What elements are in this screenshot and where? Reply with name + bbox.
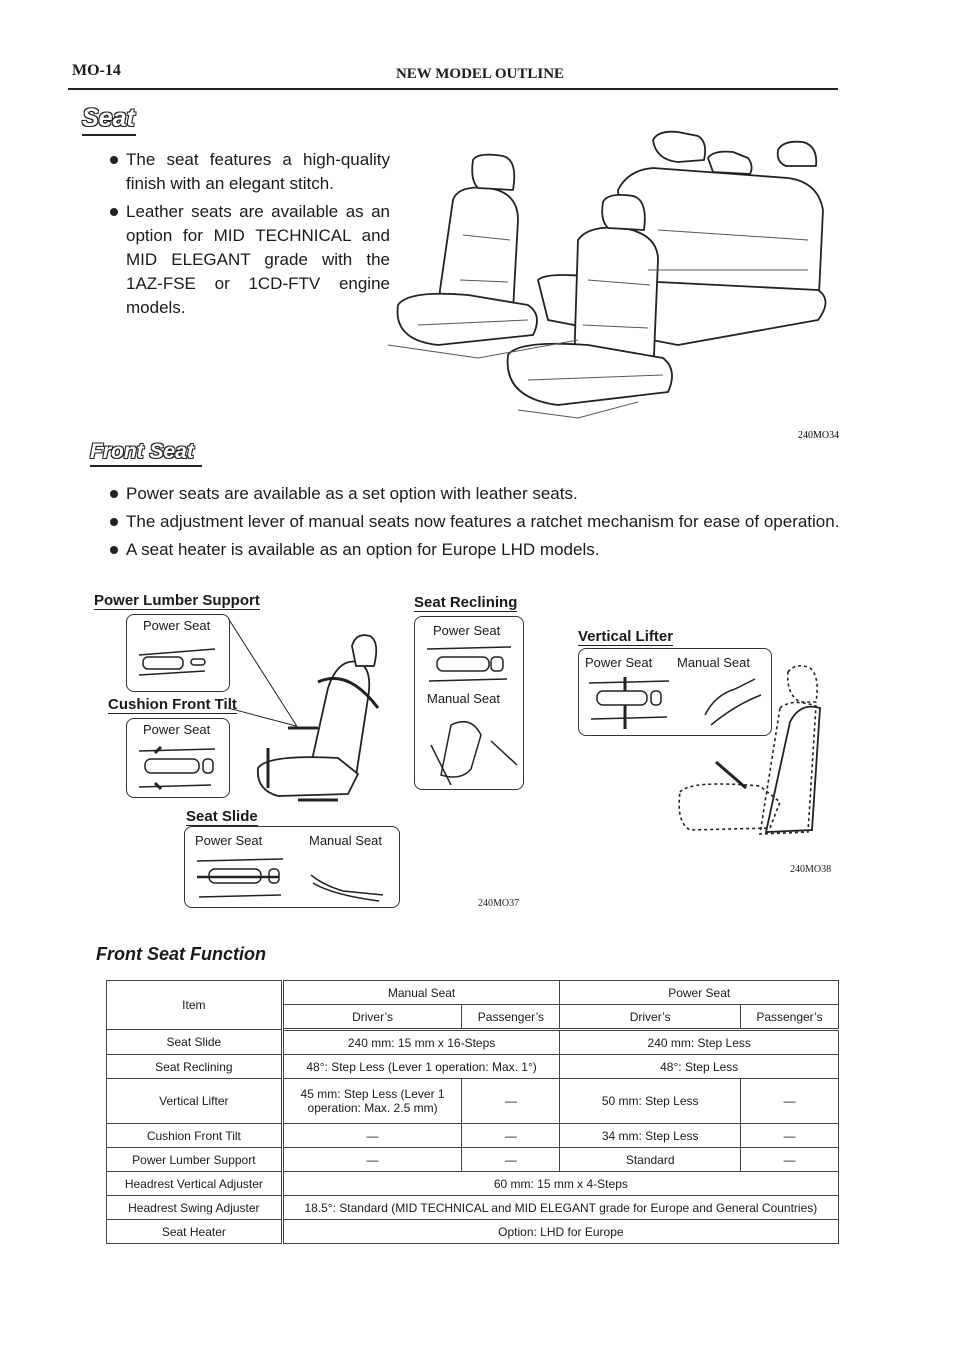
seat-bullet-2: Leather seats are available as an option for MID TECHNICAL and MID ELEGANT grade with the 1AZ-FSE or 1CD-FTV engine models. [108, 200, 390, 320]
row-power: 240 mm: Step Less [560, 1030, 839, 1055]
slide-controls-icon [193, 855, 393, 903]
page-code: MO-14 [72, 62, 121, 79]
col-item-header: Item [107, 981, 283, 1030]
seat-reclining-manual-label: Manual Seat [427, 691, 500, 706]
row-power-passenger: — [740, 1079, 838, 1124]
row-power-driver: 34 mm: Step Less [560, 1124, 740, 1148]
table-row [107, 1148, 839, 1172]
seat-reclining-box [414, 616, 524, 790]
seat-heading-underline [82, 134, 136, 136]
row-all: 60 mm: 15 mm x 4-Steps [282, 1172, 838, 1196]
diagram-code-right: 240MO38 [790, 864, 832, 875]
function-table-heading: Front Seat Function [96, 944, 266, 964]
row-manual-passenger: — [462, 1148, 560, 1172]
row-manual: 240 mm: 15 mm x 16-Steps [282, 1030, 560, 1055]
table-row [107, 1220, 839, 1244]
front-seat-adjustment-diagram [228, 618, 428, 814]
label-seat-reclining: Seat Reclining [414, 594, 518, 611]
seat-slide-box [184, 826, 400, 908]
manual-driver-header: Driver’s [282, 1005, 462, 1030]
row-item: Headrest Swing Adjuster [107, 1196, 283, 1220]
power-driver-header: Driver’s [560, 1005, 740, 1030]
seat-bullet-1: The seat features a high-quality finish with an elegant stitch. [108, 148, 390, 196]
row-power-passenger: — [740, 1148, 838, 1172]
table-row [107, 1030, 839, 1055]
seat-slide-power-label: Power Seat [195, 833, 263, 848]
front-seat-heading-underline [90, 465, 202, 467]
front-seat-bullets [108, 482, 840, 566]
label-cushion-front-tilt: Cushion Front Tilt [108, 696, 237, 713]
row-manual-driver: 45 mm: Step Less (Lever 1 operation: Max. 2.5 mm) [282, 1079, 462, 1124]
label-vertical-lifter: Vertical Lifter [578, 628, 674, 645]
header-rule [68, 88, 838, 90]
table-row [107, 1172, 839, 1196]
diagram-code-left: 240MO37 [478, 898, 520, 909]
front-seat-heading: Front Seat [90, 440, 194, 463]
front-seat-bullet-3: A seat heater is available as an option for Europe LHD models. [108, 538, 840, 562]
power-passenger-header: Passenger’s [740, 1005, 838, 1030]
cushion-front-tilt-box [126, 718, 230, 798]
lumber-switch-icon [135, 641, 223, 685]
row-item: Cushion Front Tilt [107, 1124, 283, 1148]
col-manual-header: Manual Seat [282, 981, 560, 1005]
manual-passenger-header: Passenger’s [462, 1005, 560, 1030]
row-item: Seat Reclining [107, 1055, 283, 1079]
table-row [107, 1196, 839, 1220]
row-manual-passenger: — [462, 1124, 560, 1148]
seat-figure-code: 240MO34 [798, 430, 840, 440]
row-manual-driver: — [282, 1124, 462, 1148]
vertical-lifter-diagram [670, 662, 840, 850]
row-power: 48°: Step Less [560, 1055, 839, 1079]
front-seat-function-table [106, 980, 839, 1244]
row-all: Option: LHD for Europe [282, 1220, 838, 1244]
seat-bullets [108, 148, 390, 324]
seat-reclining-power-label: Power Seat [433, 623, 501, 638]
table-row [107, 1124, 839, 1148]
cushion-front-tilt-power-label: Power Seat [143, 722, 211, 737]
seats-illustration [378, 130, 848, 440]
row-power-passenger: — [740, 1124, 838, 1148]
power-lumber-support-power-label: Power Seat [143, 618, 211, 633]
row-item: Seat Heater [107, 1220, 283, 1244]
front-seat-bullet-1: Power seats are available as a set option with leather seats. [108, 482, 840, 506]
vertical-lifter-manual-label: Manual Seat [677, 655, 750, 670]
row-power-driver: 50 mm: Step Less [560, 1079, 740, 1124]
power-lumber-support-box [126, 614, 230, 692]
label-power-lumber-support: Power Lumber Support [94, 592, 260, 609]
table-row [107, 1079, 839, 1124]
vertical-lifter-power-label: Power Seat [585, 655, 653, 670]
row-manual-passenger: — [462, 1079, 560, 1124]
row-item: Headrest Vertical Adjuster [107, 1172, 283, 1196]
front-seat-bullet-2: The adjustment lever of manual seats now features a ratchet mechanism for ease of operation. [108, 510, 840, 534]
row-power-driver: Standard [560, 1148, 740, 1172]
label-seat-slide: Seat Slide [186, 808, 258, 825]
col-power-header: Power Seat [560, 981, 839, 1005]
row-manual-driver: — [282, 1148, 462, 1172]
row-all: 18.5°: Standard (MID TECHNICAL and MID ELEGANT grade for Europe and General Countries) [282, 1196, 838, 1220]
row-item: Power Lumber Support [107, 1148, 283, 1172]
row-manual: 48°: Step Less (Lever 1 operation: Max. 1°) [282, 1055, 560, 1079]
tilt-switch-icon [135, 743, 223, 793]
row-item: Seat Slide [107, 1030, 283, 1055]
table-row [107, 1055, 839, 1079]
reclining-controls-icon [421, 645, 517, 785]
page-title: NEW MODEL OUTLINE [395, 66, 565, 82]
seat-slide-manual-label: Manual Seat [309, 833, 382, 848]
row-item: Vertical Lifter [107, 1079, 283, 1124]
seat-heading: Seat [82, 104, 135, 132]
